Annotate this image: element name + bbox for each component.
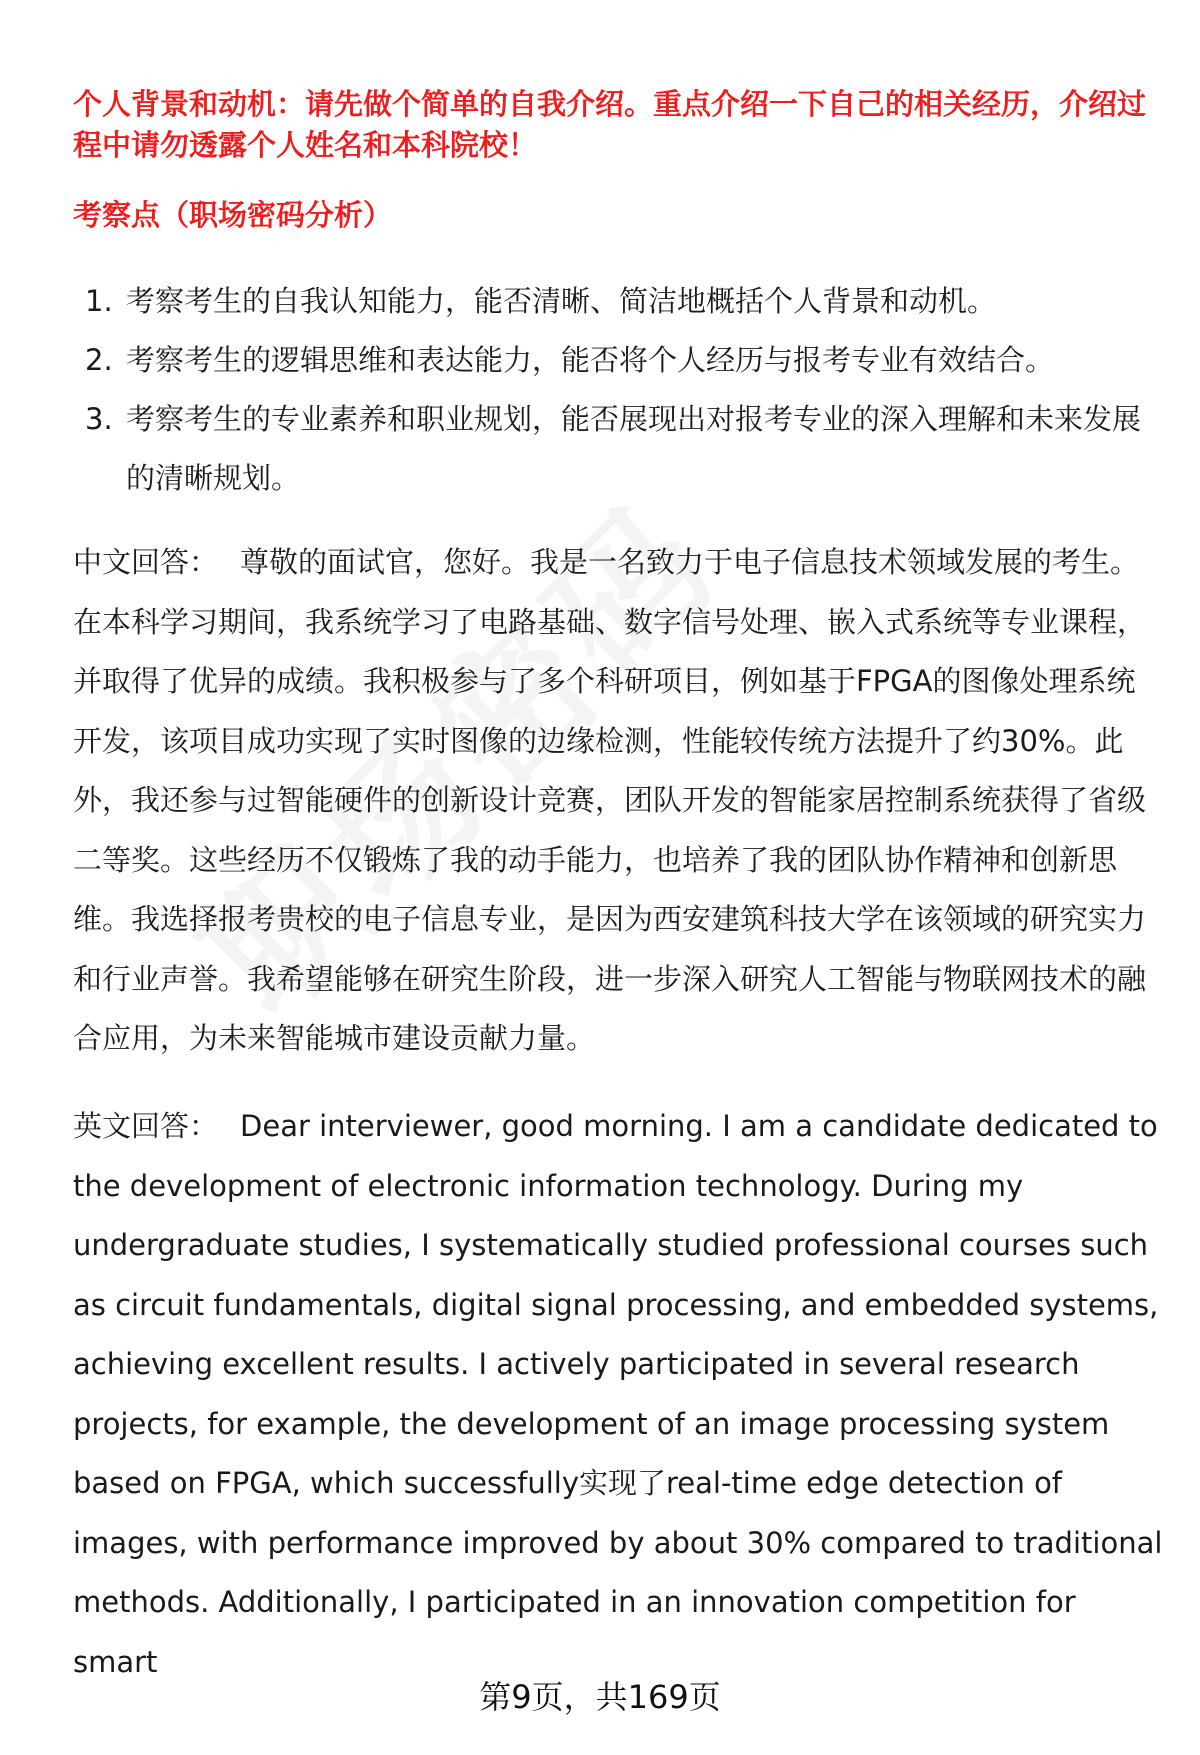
list-item-text: 考察考生的专业素养和职业规划，能否展现出对报考专业的深入理解和未来发展的清晰规划。 <box>126 402 1142 495</box>
assessment-points <box>73 272 1153 508</box>
list-item-text: 考察考生的逻辑思维和表达能力，能否将个人经历与报考专业有效结合。 <box>126 343 1055 377</box>
list-number: 2. <box>85 343 113 377</box>
english-answer <box>73 1097 1163 1692</box>
english-answer-text: Dear interviewer, good morning. I am a candidate dedicated to the development of electronic information technology. During my undergraduate studies, I systematically studied professional courses such as circuit fundamentals, digital signal processing, and embedded systems, achieving excellent results. I actively participated in several research projects, for example, the development of an image processing system based on FPGA, which successfully实现了real-time edge detection of images, with performance improved by about 30% compared to traditional methods. Additionally, I participated in an innovation competition for smart <box>73 1109 1163 1679</box>
question-title: 个人背景和动机：请先做个简单的自我介绍。重点介绍一下自己的相关经历，介绍过程中请勿透露个人姓名和本科院校！ <box>73 87 1147 162</box>
list-number: 3. <box>85 402 113 436</box>
page-number: 第9页，共169页 <box>479 1678 721 1716</box>
assessment-heading: 考察点（职场密码分析） <box>73 198 393 232</box>
chinese-answer-text: 尊敬的面试官，您好。我是一名致力于电子信息技术领域发展的考生。在本科学习期间，我系统学习了电路基础、数字信号处理、嵌入式系统等专业课程，并取得了优异的成绩。我积极参与了多个科研项目，例如基于FPGA的图像处理系统开发，该项目成功实现了实时图像的边缘检测，性能较传统方法提升了约30%。此外，我还参与过智能硬件的创新设计竞赛，团队开发的智能家居控制系统获得了省级二等奖。这些经历不仅锻炼了我的动手能力，也培养了我的团队协作精神和创新思维。我选择报考贵校的电子信息专业，是因为西安建筑科技大学在该领域的研究实力和行业声誉。我希望能够在研究生阶段，进一步深入研究人工智能与物联网技术的融合应用，为未来智能城市建设贡献力量。 <box>73 545 1147 1055</box>
chinese-answer <box>73 533 1163 1069</box>
list-item-text: 考察考生的自我认知能力，能否清晰、简洁地概括个人背景和动机。 <box>126 284 997 318</box>
english-answer-label: 英文回答： <box>73 1109 219 1143</box>
list-item <box>73 272 1153 331</box>
list-item <box>73 390 1153 508</box>
list-number: 1. <box>85 284 113 318</box>
chinese-answer-label: 中文回答： <box>73 545 219 579</box>
list-item <box>73 331 1153 390</box>
